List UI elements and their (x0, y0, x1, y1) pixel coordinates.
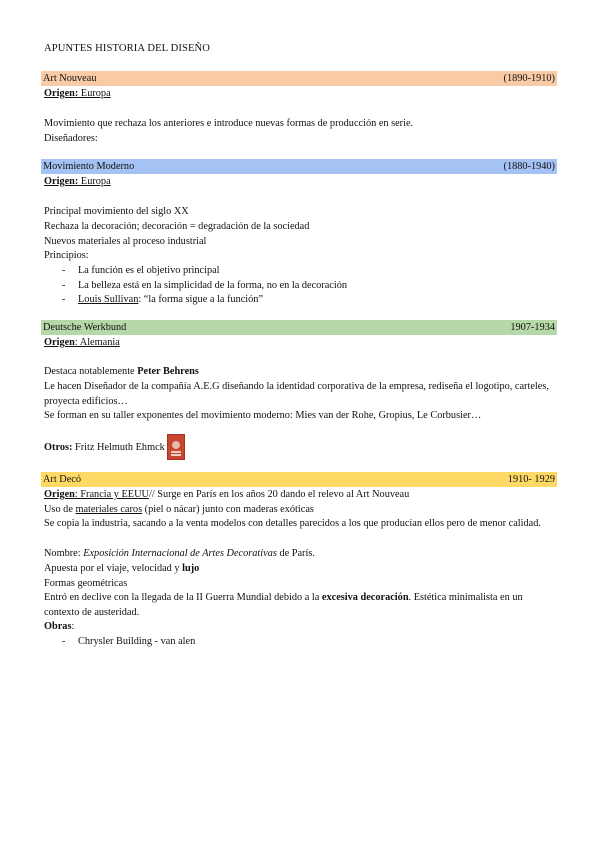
section-header-deutsche-werkbund (41, 320, 557, 335)
otros-value: Fritz Helmuth Ehmck (72, 442, 165, 453)
section-header-movimiento-moderno (41, 159, 557, 174)
origen-line (44, 335, 554, 350)
section-dates: 1907-1934 (510, 322, 555, 333)
otros-label: Otros: (44, 442, 73, 453)
bullet-dash: - (62, 265, 66, 276)
bullet-dash: - (62, 280, 66, 291)
list-item-text: Chrysler Building - van alen (78, 636, 196, 647)
section-name: Movimiento Moderno (43, 161, 135, 172)
declive-paragraph (44, 590, 554, 620)
text-line: Principal movimiento del siglo XX (44, 206, 189, 217)
list-item (62, 263, 220, 278)
list-item (62, 292, 263, 307)
bullet-dash: - (62, 636, 66, 647)
list-item (62, 278, 347, 293)
section-name: Art Nouveau (43, 73, 97, 84)
stamp-icon (167, 434, 185, 460)
materiales-underlined: materiales caros (75, 504, 143, 515)
list-item-text: La belleza está en la simplicidad de la forma, no en la decoración (78, 280, 348, 291)
apuesta-prefix: Apuesta por el viaje, velocidad y (44, 563, 183, 574)
origen-label: Origen: (44, 88, 79, 99)
text-line: Nuevos materiales al proceso industrial (44, 236, 207, 247)
section-dates: (1880-1940) (503, 161, 555, 172)
origen-label: Origen (44, 337, 75, 348)
document-title: APUNTES HISTORIA DEL DISEÑO (44, 43, 211, 54)
origen-rest: // Surge en París en los años 20 dando el relevo al Art Nouveau (148, 489, 410, 500)
text-line: Principios: (44, 250, 89, 261)
obras-colon: : (71, 621, 75, 632)
origen-line (44, 487, 554, 502)
designers-label: Diseñadores: (44, 133, 98, 144)
highlight-prefix: Destaca notablemente (44, 366, 138, 377)
origen-label: Origen (44, 489, 75, 500)
nombre-italic: Exposición Internacional de Artes Decorativas (83, 548, 277, 559)
list-item (62, 634, 195, 649)
origen-line (44, 174, 554, 189)
origen-value: Europa (78, 88, 111, 99)
sullivan-name: Louis Sullivan (78, 294, 139, 305)
bullet-dash: - (62, 294, 66, 305)
materiales-prefix: Uso de (44, 504, 76, 515)
section-header-art-deco (41, 472, 557, 487)
obras-label: Obras (44, 621, 72, 632)
text-line: Rechaza la decoración; decoración = degradación de la sociedad (44, 221, 310, 232)
behrens-paragraph: Le hacen Diseñador de la compañía A.E.G diseñando la identidad corporativa de la empresa, rediseña el logotipo, carteles, proyecta edificios… (44, 381, 549, 407)
declive-prefix: Entró en declive con la llegada de la II Guerra Mundial debido a la (44, 592, 322, 603)
copia-paragraph: Se copia la industria, sacando a la venta modelos con detalles parecidos a los que producían ellos pero de menor calidad. (44, 518, 541, 529)
section-dates: (1890-1910) (503, 73, 555, 84)
section-header-art-nouveau (41, 71, 557, 86)
otros-line (44, 434, 554, 460)
origen-line (44, 86, 554, 101)
origen-value: : Alemania (74, 337, 120, 348)
taller-text: Se forman en su taller exponentes del movimiento moderno: Mies van der Rohe, Gropius, Le Corbusier… (44, 410, 482, 421)
declive-bold: excesiva decoración (321, 592, 409, 603)
sullivan-quote: : “la forma sigue a la función” (138, 294, 264, 305)
origen-value: : Francia y EEUU (74, 489, 149, 500)
obras-line (44, 619, 554, 634)
declive-suffix: . Estética minimalista en un contexto de austeridad. (44, 592, 523, 618)
nombre-suffix: de París. (276, 548, 315, 559)
apuesta-bold: lujo (182, 563, 200, 574)
section-name: Deutsche Werkbund (43, 322, 127, 333)
materiales-suffix: (piel o nácar) junto con maderas exóticas (142, 504, 314, 515)
highlight-name: Peter Behrens (137, 366, 199, 377)
description-text: Movimiento que rechaza los anteriores e introduce nuevas formas de producción en serie. (44, 118, 414, 129)
nombre-prefix: Nombre: (44, 548, 84, 559)
section-name: Art Decó (43, 474, 82, 485)
highlight-line (44, 364, 554, 379)
formas-text: Formas geométricas (44, 578, 128, 589)
apuesta-line (44, 561, 554, 576)
materiales-line (44, 502, 554, 517)
list-item-text: La función es el objetivo principal (78, 265, 220, 276)
origen-label: Origen: (44, 176, 79, 187)
origen-value: Europa (78, 176, 111, 187)
section-dates: 1910- 1929 (507, 474, 555, 485)
nombre-line (44, 546, 554, 561)
